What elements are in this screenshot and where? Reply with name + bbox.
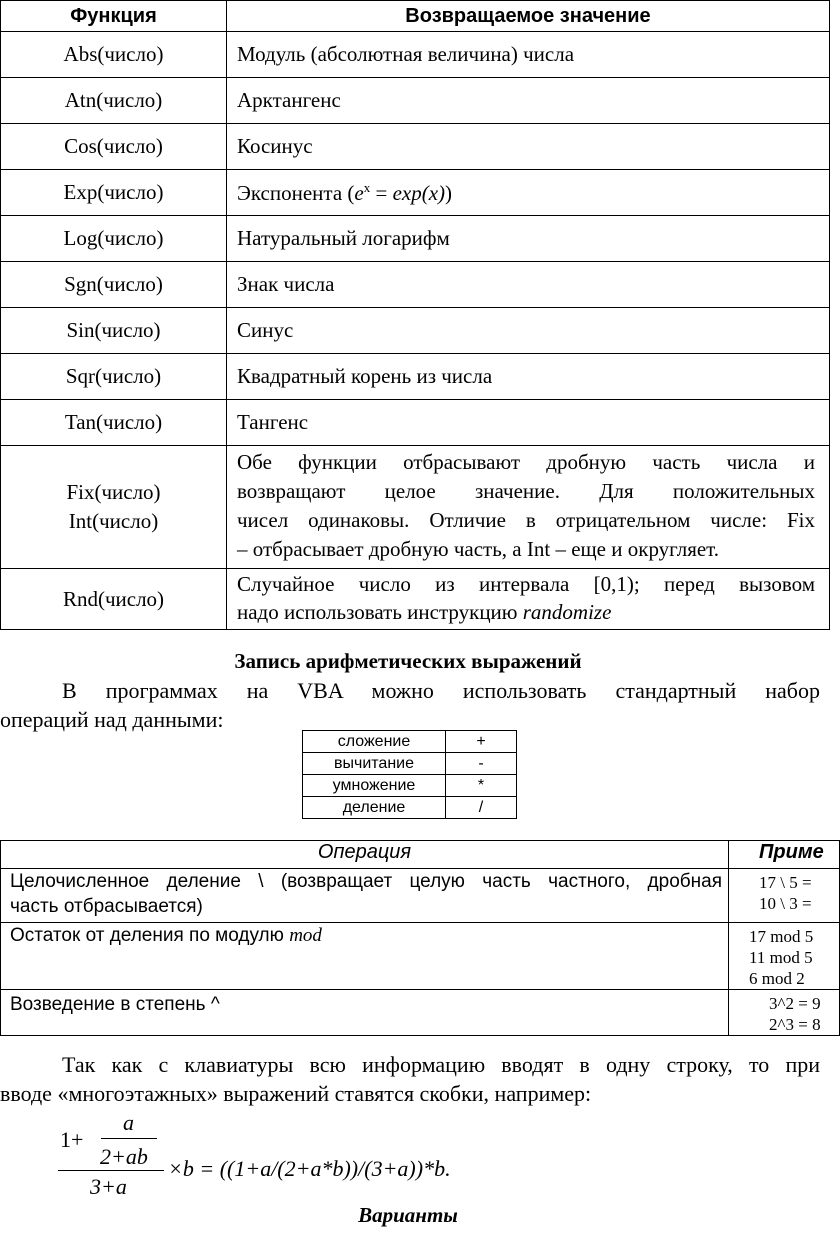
formula-inner-fraction-bar [101, 1138, 157, 1139]
operator-name: сложение [303, 731, 446, 753]
rnd-randomize: randomize [522, 600, 612, 624]
keyboard-paragraph [0, 1050, 820, 1108]
formula [58, 1110, 578, 1205]
function-name: Sqr(число) [1, 354, 227, 400]
header-operation: Операция [1, 841, 729, 869]
table-row-rnd [1, 569, 830, 630]
variants-heading: Варианты [358, 1203, 458, 1227]
function-name: Tan(число) [1, 400, 227, 446]
function-name: Exp(число) [1, 170, 227, 216]
exp-equals: = [370, 180, 393, 205]
table-row [303, 753, 517, 775]
function-name: Atn(число) [1, 78, 227, 124]
formula-one-plus: 1+ [60, 1127, 84, 1152]
operator-name: умножение [303, 775, 446, 797]
operator-symbol: / [446, 797, 517, 819]
function-desc: Арктангенс [227, 78, 830, 124]
table-row [1, 262, 830, 308]
exp-x-sup: x [363, 179, 371, 195]
header-example [729, 841, 840, 869]
fix-int-line: чисел одинаковы. Отличие в отрицательном числе: Fix [237, 508, 815, 532]
function-desc: Квадратный корень из числа [227, 354, 830, 400]
rnd-line-text: надо использовать инструкцию [237, 600, 523, 624]
function-desc: Тангенс [227, 400, 830, 446]
operator-symbol: * [446, 775, 517, 797]
table-row [1, 308, 830, 354]
header-example-text: Приме [759, 841, 824, 863]
function-desc [227, 446, 830, 569]
example-line: 3^2 = 9 [769, 994, 821, 1013]
header-function: Функция [1, 1, 227, 32]
function-desc [227, 170, 830, 216]
operation-text: Остаток от деления по модулю [10, 925, 290, 946]
table-row [303, 775, 517, 797]
section-heading: Запись арифметических выражений [234, 649, 582, 673]
operation-examples [729, 990, 840, 1036]
fix-int-line: Обе функции отбрасывают дробную часть числа и [237, 450, 815, 474]
table-row [1, 124, 830, 170]
operation-line: Целочисленное деление \ (возвращает целую часть частного, дробная [10, 871, 722, 892]
function-name: Cos(число) [1, 124, 227, 170]
operation-desc: Возведение в степень ^ [1, 990, 729, 1036]
operator-symbol: + [446, 731, 517, 753]
table-row [1, 170, 830, 216]
formula-rhs: ×b = ((1+a/(2+a*b))/(3+a))*b. [168, 1156, 451, 1181]
table-row [303, 731, 517, 753]
exp-close: ) [445, 180, 453, 205]
operations-table-header [1, 841, 840, 869]
table-row [1, 216, 830, 262]
header-return-value: Возвращаемое значение [227, 1, 830, 32]
exp-desc-prefix: Экспонента ( [237, 180, 355, 205]
example-line: 17 mod 5 [749, 927, 814, 946]
table-row [1, 923, 840, 990]
table-row [303, 797, 517, 819]
formula-main-fraction-bar [58, 1170, 164, 1171]
function-desc [227, 569, 830, 630]
table-row [1, 354, 830, 400]
function-desc: Модуль (абсолютная величина) числа [227, 32, 830, 78]
operation-desc [1, 869, 729, 923]
fix-int-line: – отбрасывает дробную часть, а Int – еще и округляет. [237, 537, 720, 561]
example-line: 11 mod 5 [749, 948, 813, 967]
example-line: 2^3 = 8 [769, 1015, 821, 1034]
function-desc: Знак числа [227, 262, 830, 308]
intro-paragraph [0, 676, 820, 734]
functions-table-header [1, 1, 830, 32]
formula-denominator: 3+a [90, 1174, 127, 1199]
para-line: вводе «многоэтажных» выражений ставятся скобки, например: [0, 1081, 592, 1106]
function-desc: Косинус [227, 124, 830, 170]
formula-inner-denominator: 2+ab [100, 1144, 148, 1169]
function-desc: Синус [227, 308, 830, 354]
intro-line: В программах на VBA можно использовать стандартный набор [62, 678, 820, 703]
operation-mod: mod [289, 925, 322, 946]
int-name: Int(число) [68, 509, 159, 533]
function-name: Sgn(число) [1, 262, 227, 308]
rnd-line: Случайное число из интервала [0,1); перед вызовом [237, 572, 815, 596]
table-row [1, 32, 830, 78]
example-line: 10 \ 3 = [759, 894, 812, 913]
intro-line: операций над данными: [0, 707, 224, 732]
para-line: Так как с клавиатуры всю информацию вводят в одну строку, то при [62, 1052, 820, 1077]
rnd-line [237, 598, 815, 626]
function-desc: Натуральный логарифм [227, 216, 830, 262]
fix-name: Fix(число) [66, 480, 161, 504]
operation-line: часть отбрасывается) [10, 896, 203, 917]
function-name [1, 446, 227, 569]
function-name: Rnd(число) [1, 569, 227, 630]
example-line: 6 mod 2 [749, 969, 805, 988]
operation-examples [729, 923, 840, 990]
formula-a-top: a [123, 1110, 134, 1135]
function-name: Log(число) [1, 216, 227, 262]
table-row [1, 400, 830, 446]
exp-e: e [354, 180, 364, 205]
table-row [1, 78, 830, 124]
function-name: Abs(число) [1, 32, 227, 78]
operations-table [0, 840, 840, 1036]
operator-symbol: - [446, 753, 517, 775]
fix-int-line: возвращают целое значение. Для положительных [237, 479, 815, 503]
operators-table [302, 730, 517, 819]
table-row-fix-int [1, 446, 830, 569]
example-line: 17 \ 5 = [759, 873, 812, 892]
operator-name: вычитание [303, 753, 446, 775]
exp-func: exp(x) [392, 180, 446, 205]
operator-name: деление [303, 797, 446, 819]
table-row [1, 869, 840, 923]
function-name: Sin(число) [1, 308, 227, 354]
operation-desc [1, 923, 729, 990]
operation-examples [729, 869, 840, 923]
functions-table [0, 0, 830, 630]
table-row [1, 990, 840, 1036]
